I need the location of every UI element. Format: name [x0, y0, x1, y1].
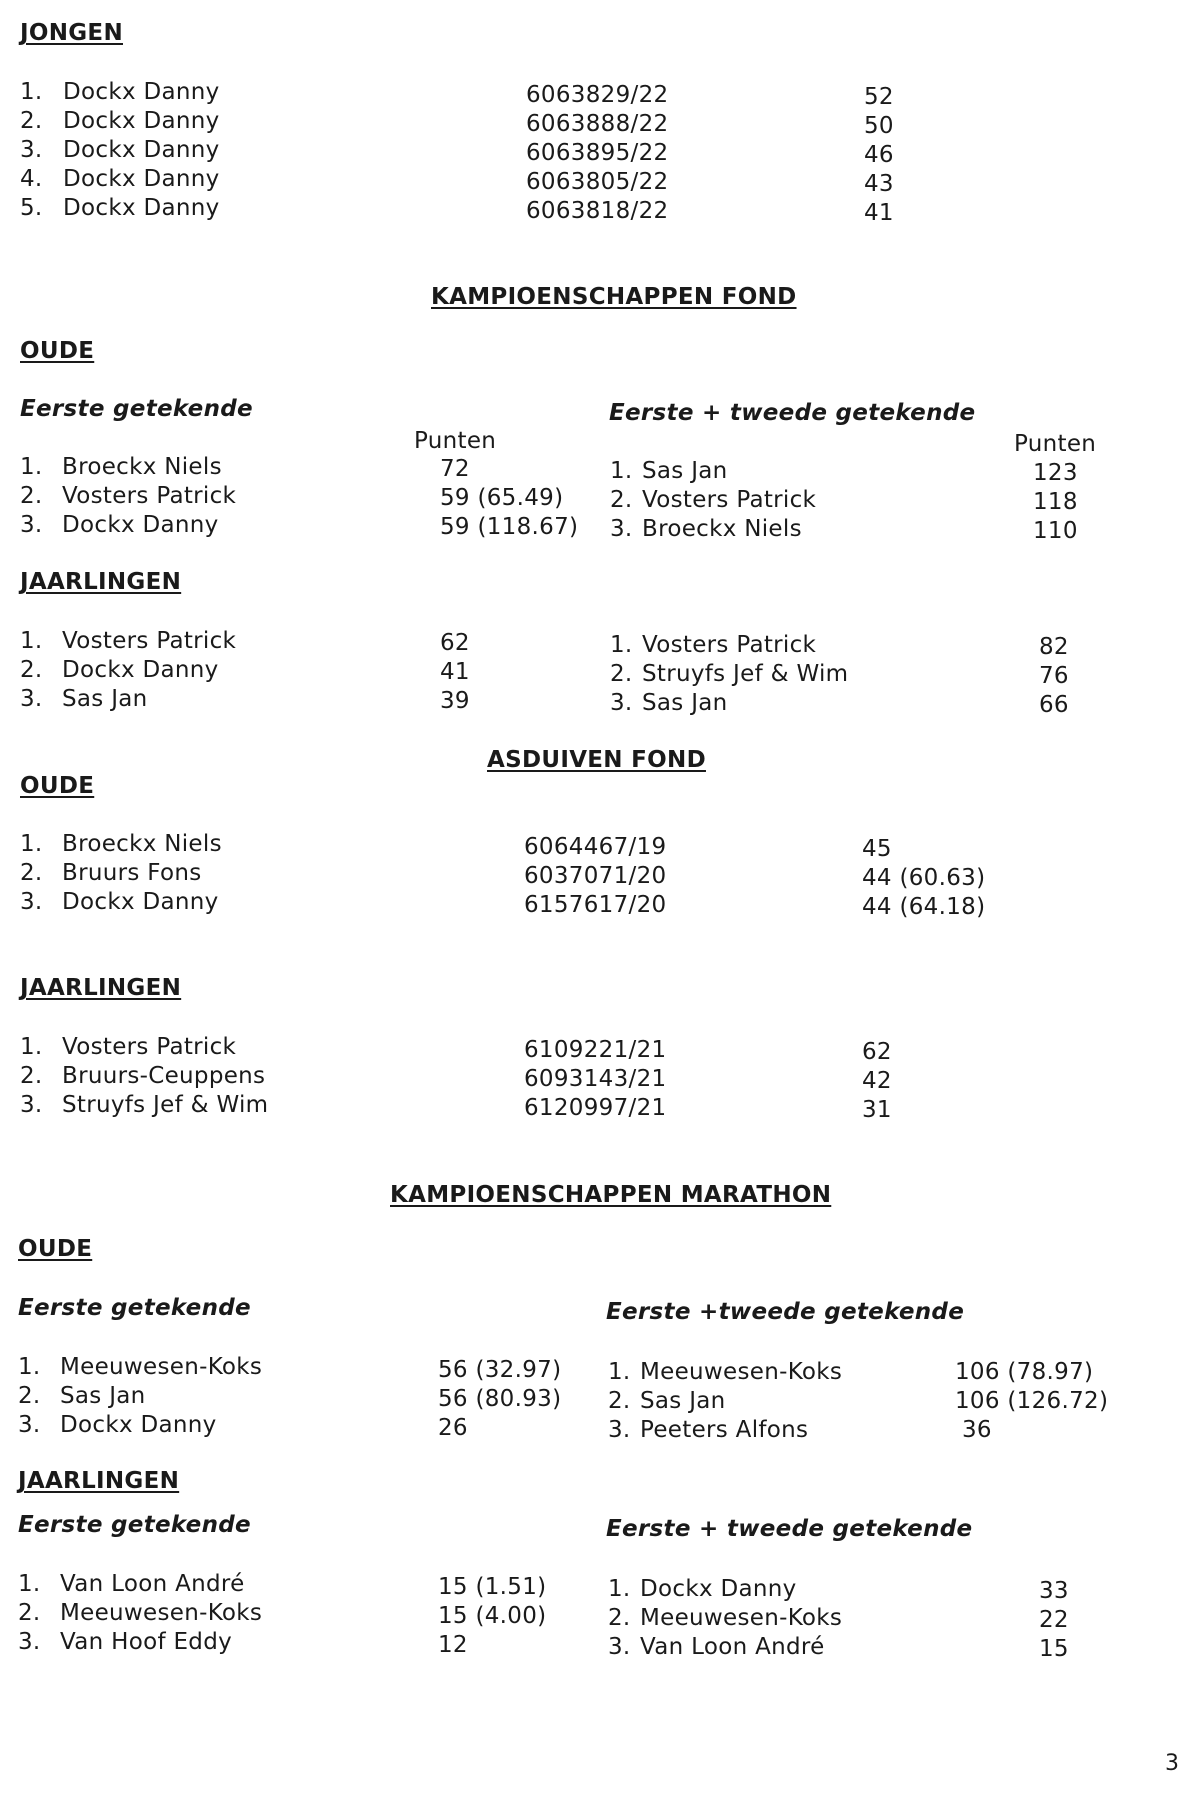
marathon-jaar-second-name: Dockx Danny — [640, 1576, 797, 1602]
asduiven-jaar-rank: 3. — [20, 1092, 43, 1118]
marathon-jaar-first-points: 15 (4.00) — [438, 1603, 547, 1629]
fond-oude-first-name: Vosters Patrick — [62, 483, 237, 509]
fond-oude-first-name: Broeckx Niels — [62, 454, 222, 480]
fond-oude-second-points: 110 — [1033, 518, 1078, 544]
jongen-name: Dockx Danny — [63, 108, 220, 134]
asduiven-oude-score: 44 (60.63) — [862, 865, 986, 891]
jongen-rank: 1. — [20, 79, 43, 105]
fond-oude-first-points: 59 (65.49) — [440, 485, 564, 511]
asduiven-oude-score: 44 (64.18) — [862, 894, 986, 920]
asduiven-oude-name: Dockx Danny — [62, 889, 219, 915]
fond-oude-second-points: 118 — [1033, 489, 1078, 515]
marathon-oude-first-name: Meeuwesen-Koks — [60, 1354, 263, 1380]
fond-jaar-second-rank: 2. — [610, 661, 633, 687]
marathon-jaar-first-name: Meeuwesen-Koks — [60, 1600, 263, 1626]
marathon-jaar-first-name: Van Hoof Eddy — [60, 1629, 233, 1655]
fond-jaar-first-name: Dockx Danny — [62, 657, 219, 683]
marathon-jaar-first-rank: 3. — [18, 1629, 41, 1655]
fond-title: KAMPIOENSCHAPPEN FOND — [431, 284, 797, 310]
asduiven-jaar-ring: 6120997/21 — [524, 1095, 667, 1121]
marathon-oude-second-name: Sas Jan — [640, 1388, 726, 1414]
fond-oude-first-points: 59 (118.67) — [440, 514, 579, 540]
marathon-jaarlingen-heading: JAARLINGEN — [18, 1468, 180, 1494]
marathon-oude-second-name: Meeuwesen-Koks — [640, 1359, 843, 1385]
marathon-jaar-second-name: Meeuwesen-Koks — [640, 1605, 843, 1631]
marathon-jaar-first-points: 12 — [438, 1632, 468, 1658]
marathon-jaar-first-label: Eerste getekende — [18, 1512, 251, 1538]
marathon-jaar-second-rank: 2. — [608, 1605, 631, 1631]
asduiven-oude-name: Broeckx Niels — [62, 831, 222, 857]
jongen-score: 43 — [864, 171, 894, 197]
asduiven-jaar-rank: 1. — [20, 1034, 43, 1060]
marathon-jaar-first-name: Van Loon André — [60, 1571, 245, 1597]
jongen-name: Dockx Danny — [63, 79, 220, 105]
marathon-oude-first-points: 56 (32.97) — [438, 1357, 562, 1383]
jongen-rank: 4. — [20, 166, 43, 192]
fond-jaar-second-rank: 3. — [610, 690, 633, 716]
jongen-heading: JONGEN — [20, 20, 123, 46]
asduiven-oude-name: Bruurs Fons — [62, 860, 202, 886]
marathon-oude-second-rank: 2. — [608, 1388, 631, 1414]
asduiven-jaarlingen-heading: JAARLINGEN — [20, 975, 182, 1001]
asduiven-jaar-ring: 6109221/21 — [524, 1037, 667, 1063]
marathon-oude-second-rank: 1. — [608, 1359, 631, 1385]
jongen-rank: 5. — [20, 195, 43, 221]
fond-oude-heading: OUDE — [20, 338, 95, 364]
asduiven-jaar-score: 62 — [862, 1039, 892, 1065]
fond-jaar-second-name: Vosters Patrick — [642, 632, 817, 658]
marathon-oude-second-name: Peeters Alfons — [640, 1417, 809, 1443]
fond-jaar-second-rank: 1. — [610, 632, 633, 658]
marathon-jaar-first-rank: 2. — [18, 1600, 41, 1626]
jongen-ring: 6063805/22 — [526, 169, 669, 195]
page-number: 3 — [1165, 1751, 1180, 1776]
marathon-oude-first-points: 26 — [438, 1415, 468, 1441]
asduiven-title: ASDUIVEN FOND — [487, 747, 706, 773]
jongen-ring: 6063818/22 — [526, 198, 669, 224]
marathon-jaar-second-points: 33 — [1039, 1578, 1069, 1604]
marathon-oude-second-points: 36 — [962, 1417, 992, 1443]
marathon-oude-first-rank: 1. — [18, 1354, 41, 1380]
fond-jaar-first-points: 41 — [440, 659, 470, 685]
fond-oude-second-points: 123 — [1033, 460, 1078, 486]
asduiven-jaar-score: 42 — [862, 1068, 892, 1094]
marathon-oude-first-points: 56 (80.93) — [438, 1386, 562, 1412]
asduiven-oude-rank: 2. — [20, 860, 43, 886]
jongen-ring: 6063895/22 — [526, 140, 669, 166]
jongen-rank: 2. — [20, 108, 43, 134]
asduiven-jaar-ring: 6093143/21 — [524, 1066, 667, 1092]
marathon-oude-first-name: Dockx Danny — [60, 1412, 217, 1438]
marathon-oude-first-rank: 2. — [18, 1383, 41, 1409]
jongen-ring: 6063829/22 — [526, 82, 669, 108]
marathon-oude-second-label: Eerste +tweede getekende — [606, 1299, 965, 1325]
jongen-rank: 3. — [20, 137, 43, 163]
marathon-oude-second-rank: 3. — [608, 1417, 631, 1443]
fond-oude-first-rank: 2. — [20, 483, 43, 509]
marathon-oude-heading: OUDE — [18, 1236, 93, 1262]
fond-jaar-first-rank: 1. — [20, 628, 43, 654]
marathon-oude-second-points: 106 (78.97) — [955, 1359, 1094, 1385]
fond-oude-second-name: Sas Jan — [642, 458, 728, 484]
asduiven-jaar-score: 31 — [862, 1097, 892, 1123]
fond-oude-first-rank: 3. — [20, 512, 43, 538]
fond-oude-first-label: Eerste getekende — [20, 396, 253, 422]
fond-oude-second-rank: 1. — [610, 458, 633, 484]
asduiven-oude-rank: 3. — [20, 889, 43, 915]
fond-oude-first-rank: 1. — [20, 454, 43, 480]
jongen-score: 46 — [864, 142, 894, 168]
fond-jaar-first-points: 62 — [440, 630, 470, 656]
jongen-score: 41 — [864, 200, 894, 226]
asduiven-oude-ring: 6157617/20 — [524, 892, 667, 918]
marathon-oude-first-name: Sas Jan — [60, 1383, 146, 1409]
fond-oude-second-rank: 2. — [610, 487, 633, 513]
fond-points-label-right: Punten — [1014, 431, 1097, 457]
asduiven-jaar-name: Struyfs Jef & Wim — [62, 1092, 269, 1118]
asduiven-oude-ring: 6064467/19 — [524, 834, 667, 860]
asduiven-oude-ring: 6037071/20 — [524, 863, 667, 889]
marathon-oude-first-label: Eerste getekende — [18, 1295, 251, 1321]
fond-oude-second-name: Broeckx Niels — [642, 516, 802, 542]
asduiven-oude-heading: OUDE — [20, 773, 95, 799]
jongen-score: 50 — [864, 113, 894, 139]
jongen-ring: 6063888/22 — [526, 111, 669, 137]
marathon-oude-second-points: 106 (126.72) — [955, 1388, 1109, 1414]
marathon-jaar-second-rank: 3. — [608, 1634, 631, 1660]
fond-jaar-first-name: Vosters Patrick — [62, 628, 237, 654]
fond-points-label-left: Punten — [414, 428, 497, 454]
marathon-jaar-second-points: 22 — [1039, 1607, 1069, 1633]
marathon-oude-first-rank: 3. — [18, 1412, 41, 1438]
marathon-jaar-second-points: 15 — [1039, 1636, 1069, 1662]
fond-oude-first-points: 72 — [440, 456, 470, 482]
marathon-title: KAMPIOENSCHAPPEN MARATHON — [390, 1182, 832, 1208]
fond-jaar-second-points: 82 — [1039, 634, 1069, 660]
jongen-score: 52 — [864, 84, 894, 110]
marathon-jaar-second-name: Van Loon André — [640, 1634, 825, 1660]
jongen-name: Dockx Danny — [63, 195, 220, 221]
asduiven-jaar-rank: 2. — [20, 1063, 43, 1089]
fond-oude-second-name: Vosters Patrick — [642, 487, 817, 513]
fond-oude-second-label: Eerste + tweede getekende — [609, 400, 976, 426]
fond-jaar-first-rank: 3. — [20, 686, 43, 712]
fond-jaar-second-name: Sas Jan — [642, 690, 728, 716]
asduiven-oude-score: 45 — [862, 836, 892, 862]
fond-jaar-first-rank: 2. — [20, 657, 43, 683]
jongen-name: Dockx Danny — [63, 137, 220, 163]
marathon-jaar-second-rank: 1. — [608, 1576, 631, 1602]
fond-oude-second-rank: 3. — [610, 516, 633, 542]
asduiven-oude-rank: 1. — [20, 831, 43, 857]
asduiven-jaar-name: Bruurs-Ceuppens — [62, 1063, 266, 1089]
marathon-jaar-second-label: Eerste + tweede getekende — [606, 1516, 973, 1542]
asduiven-jaar-name: Vosters Patrick — [62, 1034, 237, 1060]
fond-jaar-first-points: 39 — [440, 688, 470, 714]
marathon-jaar-first-rank: 1. — [18, 1571, 41, 1597]
fond-jaarlingen-heading: JAARLINGEN — [20, 569, 182, 595]
fond-jaar-second-points: 66 — [1039, 692, 1069, 718]
fond-jaar-second-name: Struyfs Jef & Wim — [642, 661, 849, 687]
jongen-name: Dockx Danny — [63, 166, 220, 192]
fond-oude-first-name: Dockx Danny — [62, 512, 219, 538]
fond-jaar-first-name: Sas Jan — [62, 686, 148, 712]
marathon-jaar-first-points: 15 (1.51) — [438, 1574, 547, 1600]
fond-jaar-second-points: 76 — [1039, 663, 1069, 689]
